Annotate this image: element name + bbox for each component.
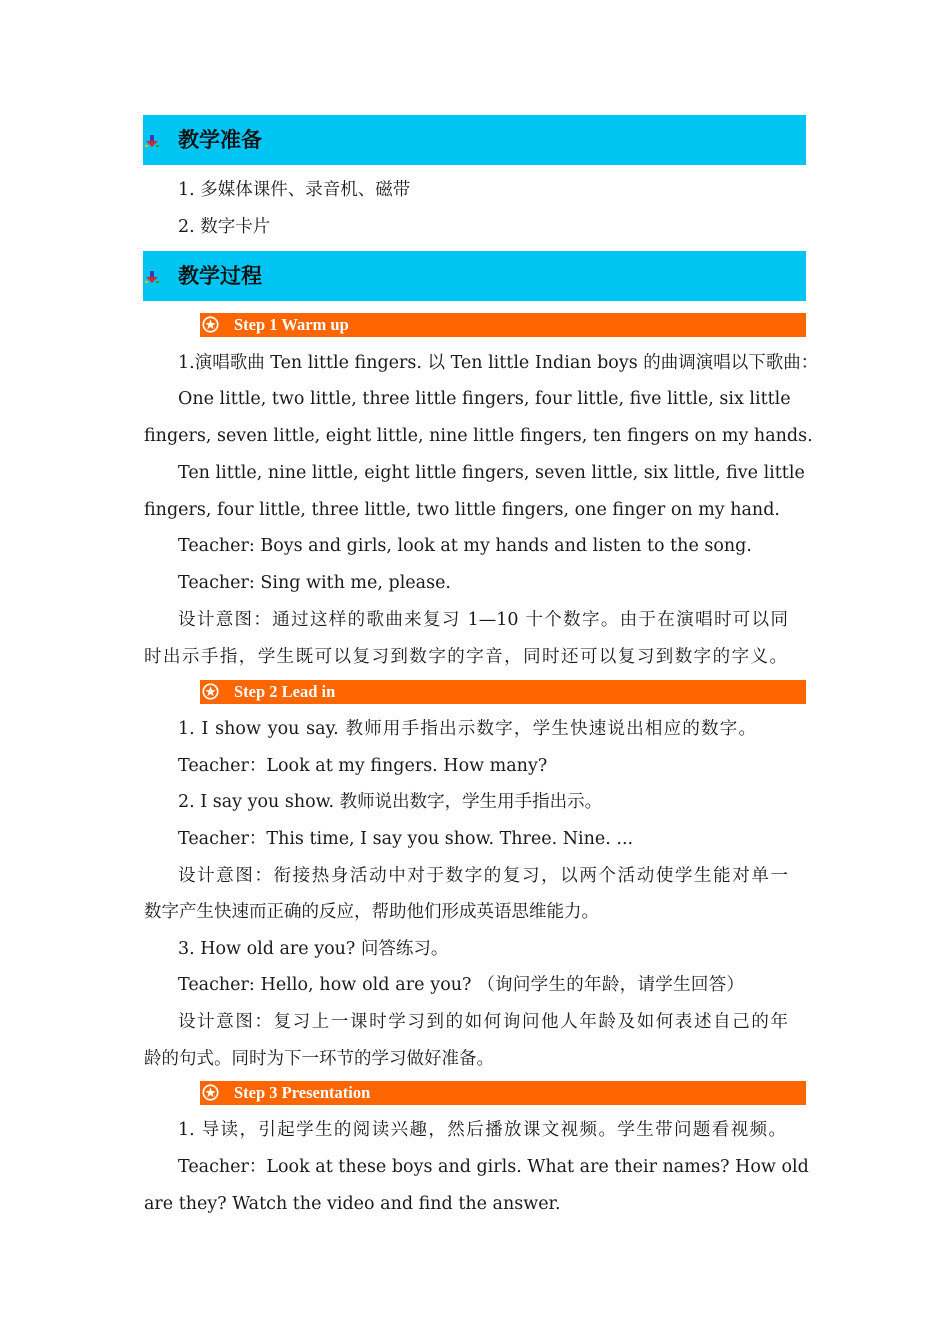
step-header-1	[200, 313, 806, 337]
body-line: 3. How old are you? 问答练习。	[178, 939, 449, 959]
body-line: 2. I say you show. 教师说出数字，学生用手指出示。	[178, 792, 603, 812]
body-line: are they? Watch the video and find the answer.	[144, 1194, 561, 1214]
body-line: Teacher：This time, I say you show. Three. Nine. ...	[178, 829, 634, 849]
body-line: 1. 导读，引起学生的阅读兴趣，然后播放课文视频。学生带问题看视频。	[178, 1120, 786, 1140]
body-line: 设计意图：衔接热身活动中对于数字的复习，以两个活动使学生能对单一	[178, 866, 788, 886]
body-line: Teacher：Look at these boys and girls. What are their names? How old	[178, 1157, 809, 1177]
body-line: 龄的句式。同时为下一环节的学习做好准备。	[144, 1049, 494, 1069]
step-title: Step 1 Warm up	[234, 315, 349, 334]
body-line: 数字产生快速而正确的反应，帮助他们形成英语思维能力。	[144, 902, 599, 922]
colored-down-arrow-icon	[145, 271, 159, 283]
section-title: 教学过程	[178, 264, 262, 288]
body-line: One little, two little, three little fingers, four little, five little, six little	[178, 389, 791, 409]
star-in-circle-icon	[202, 1084, 219, 1101]
body-line: Teacher: Hello, how old are you? （询问学生的年龄，请学生回答）	[178, 975, 744, 995]
prep-item: 2. 数字卡片	[178, 217, 271, 237]
body-line: 设计意图：复习上一课时学习到的如何询问他人年龄及如何表述自己的年	[178, 1012, 788, 1032]
star-in-circle-icon	[202, 683, 219, 700]
step-header-2	[200, 680, 806, 704]
step-title: Step 3 Presentation	[234, 1083, 371, 1102]
body-line: Teacher: Boys and girls, look at my hands and listen to the song.	[178, 536, 752, 556]
body-line: fingers, four little, three little, two little fingers, one finger on my hand.	[144, 500, 780, 520]
body-line: 设计意图：通过这样的歌曲来复习 1—10 十个数字。由于在演唱时可以同	[178, 610, 788, 630]
section-title: 教学准备	[178, 128, 262, 152]
body-line: 1.演唱歌曲 Ten little fingers. 以 Ten little Indian boys 的曲调演唱以下歌曲：	[178, 353, 819, 373]
step-title: Step 2 Lead in	[234, 682, 336, 701]
prep-item: 1. 多媒体课件、录音机、磁带	[178, 180, 411, 200]
section-header-process	[143, 251, 806, 301]
section-header-prep	[143, 115, 806, 165]
body-line: fingers, seven little, eight little, nine little fingers, ten fingers on my hands.	[144, 426, 813, 446]
body-line: Teacher：Look at my fingers. How many?	[178, 756, 548, 776]
step-header-3	[200, 1081, 806, 1105]
colored-down-arrow-icon	[145, 135, 159, 147]
star-in-circle-icon	[202, 316, 219, 333]
body-line: Teacher: Sing with me, please.	[178, 573, 451, 593]
body-line: 1. I show you say. 教师用手指出示数字，学生快速说出相应的数字。	[178, 719, 756, 739]
body-line: 时出示手指，学生既可以复习到数字的字音，同时还可以复习到数字的字义。	[144, 647, 787, 667]
body-line: Ten little, nine little, eight little fingers, seven little, six little, five little	[178, 463, 805, 483]
